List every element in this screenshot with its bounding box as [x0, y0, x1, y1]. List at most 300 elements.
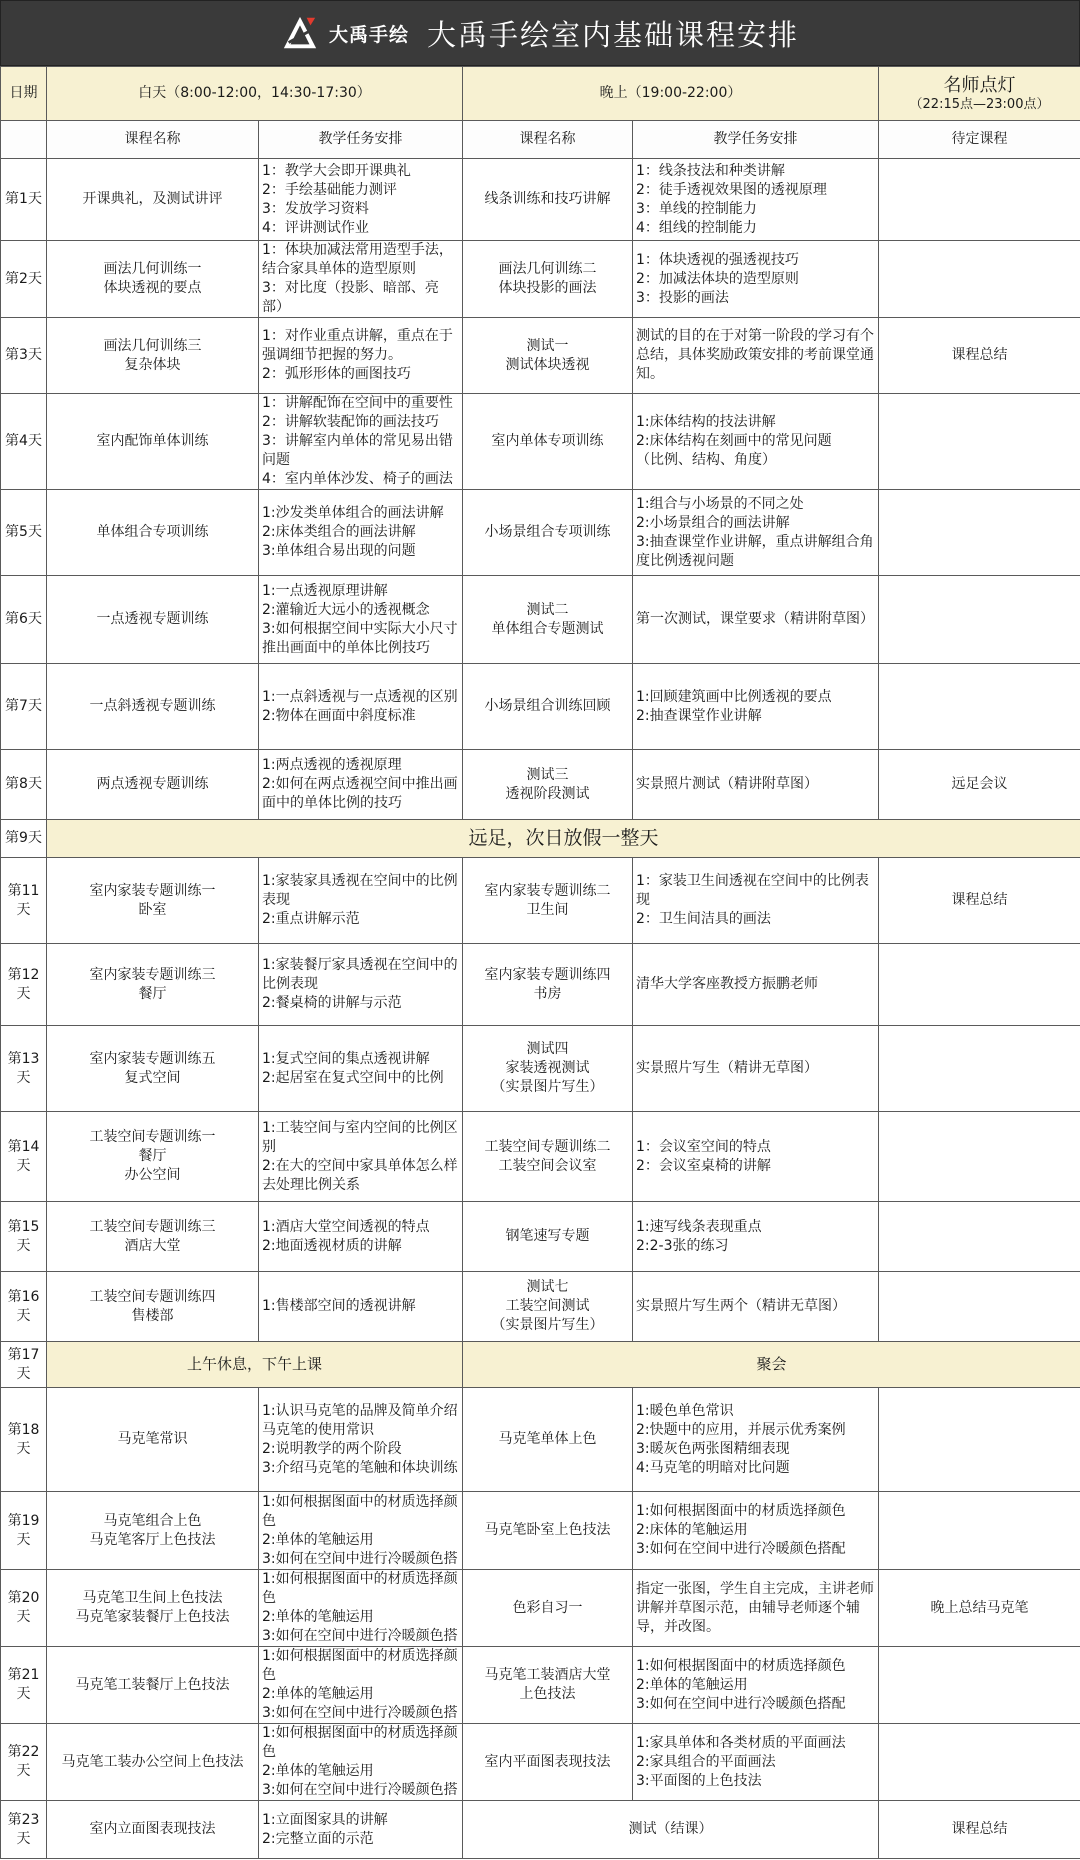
task-line: 测试的目的在于对第一阶段的学习有个总结，具体奖励政策安排的考前课堂通知。 [636, 328, 874, 382]
task-line: 2:2-3张的练习 [636, 1237, 729, 1254]
course-name-line: 小场景组合训练回顾 [484, 698, 611, 714]
course-name-line: 室内家装专题训练四 [484, 966, 611, 983]
day-task-plan [259, 944, 463, 1026]
schedule-row [1, 1570, 1080, 1647]
course-name-line: 画法几何训练二 [498, 261, 597, 277]
course-name-line: 工装空间专题训练二 [484, 1138, 611, 1155]
pending-course [879, 1647, 1080, 1724]
day-course-name [47, 1202, 259, 1272]
course-name-line: 室内家装专题训练二 [484, 882, 611, 899]
course-name-line: 开课典礼，及测试讲评 [82, 191, 223, 207]
day-task-plan [259, 159, 463, 241]
task-line: 1：体块加减法常用造型手法，结合家具单体的造型原则 [262, 242, 453, 277]
task-line: 1:如何根据图面中的材质选择颜色 [262, 1725, 458, 1760]
evening-course-name [463, 664, 633, 750]
day-label: 第14天 [1, 1112, 47, 1202]
course-name-line: 工装空间专题训练四 [89, 1288, 216, 1305]
task-line: 1：线条技法和种类讲解 [636, 162, 785, 179]
day-course-name-header: 课程名称 [47, 121, 259, 159]
course-name-line: 测试二 [526, 601, 569, 618]
schedule-row [1, 1724, 1080, 1801]
evening-course-name-header: 课程名称 [463, 121, 633, 159]
day-task-plan [259, 1202, 463, 1272]
evening-course-name [463, 1647, 633, 1724]
evening-course-name [463, 490, 633, 576]
schedule-row [1, 1492, 1080, 1570]
course-name-line: 马克笔单体上色 [498, 1431, 597, 1447]
task-line: 2:快题中的应用，并展示优秀案例 [636, 1421, 846, 1438]
star-teacher-time: （22:15点—23:00点） [909, 96, 1050, 112]
schedule-row-break [1, 820, 1080, 858]
daytime-note: 上午休息，下午上课 [47, 1342, 463, 1388]
day-task-plan [259, 664, 463, 750]
course-name-line: 卫生间 [526, 901, 569, 918]
task-line: 1:家具单体和各类材质的平面画法 [636, 1734, 846, 1751]
pending-course [879, 394, 1080, 490]
pending-course [879, 159, 1080, 241]
course-name-line: 书房 [533, 985, 562, 1002]
task-line: 2：讲解软装配饰的画法技巧 [262, 414, 439, 430]
task-line: 4:马克笔的明暗对比问题 [636, 1459, 790, 1476]
evening-task-plan [633, 944, 879, 1026]
task-line: 1:回顾建筑画中比例透视的要点 [636, 688, 832, 705]
task-line: 1：讲解配饰在空间中的重要性 [262, 395, 453, 411]
evening-task-plan [633, 159, 879, 241]
course-name-line: 透视阶段测试 [505, 785, 590, 802]
evening-task-plan [633, 1112, 879, 1202]
day-course-name [47, 858, 259, 944]
evening-course-name [463, 1026, 633, 1112]
task-line: 1:工装空间与室内空间的比例区别 [262, 1119, 458, 1155]
task-line: 清华大学客座教授方振鹏老师 [636, 976, 818, 992]
day-label: 第1天 [1, 159, 47, 241]
task-line: 3：投影的画法 [636, 289, 729, 306]
schedule-row [1, 318, 1080, 394]
evening-course-name [463, 750, 633, 820]
task-line: 2:完整立面的示范 [262, 1830, 374, 1847]
task-line: 2:地面透视材质的讲解 [262, 1237, 402, 1254]
task-line: 3:如何根据空间中实际大小尺寸推出画面中的单体比例技巧 [262, 620, 458, 656]
task-line: 3:抽查课堂作业讲解，重点讲解组合角度比例透视问题 [636, 533, 874, 569]
day-label: 第23天 [1, 1801, 47, 1859]
pending-course: 课程总结 [879, 858, 1080, 944]
course-name-line: 单体组合专题测试 [491, 620, 604, 637]
day-task-plan [259, 1801, 463, 1859]
day-task-plan [259, 241, 463, 318]
task-line: 3:如何在空间中进行冷暖颜色搭 [262, 1628, 458, 1644]
task-line: 1:认识马克笔的品牌及简单介绍马克笔的使用常识 [262, 1402, 458, 1438]
task-line: 实景照片测试（精讲附草图） [636, 776, 818, 792]
course-name-line: 一点透视专题训练 [96, 611, 209, 627]
day-label: 第7天 [1, 664, 47, 750]
course-name-line: 工装空间会议室 [498, 1157, 597, 1174]
schedule-row [1, 1388, 1080, 1492]
task-line: 2:床体的笔触运用 [636, 1522, 748, 1538]
day-course-name [47, 1801, 259, 1859]
evening-header: 晚上（19:00-22:00） [463, 67, 879, 121]
task-line: 1:如何根据图面中的材质选择颜色 [636, 1503, 846, 1519]
course-name-line: 马克笔卫生间上色技法 [82, 1590, 223, 1606]
course-name-line: 工装空间专题训练三 [89, 1218, 216, 1235]
day-course-name [47, 1570, 259, 1647]
task-line: 3:如何在空间中进行冷暖颜色搭配 [636, 1541, 846, 1557]
day-label: 第2天 [1, 241, 47, 318]
day-task-plan [259, 576, 463, 664]
course-name-line: 一点斜透视专题训练 [89, 698, 216, 714]
schedule-row [1, 1647, 1080, 1724]
pending-course-header: 待定课程 [879, 121, 1080, 159]
course-name-line: 马克笔工装餐厅上色技法 [75, 1676, 230, 1693]
task-line: 1:速写线条表现重点 [636, 1218, 762, 1235]
day-course-name [47, 318, 259, 394]
task-line: 1:沙发类单体组合的画法讲解 [262, 505, 444, 521]
schedule-row [1, 576, 1080, 664]
task-line: 1:两点透视的透视原理 [262, 757, 402, 773]
page-title: 大禹手绘室内基础课程安排 [427, 17, 800, 52]
day-task-plan [259, 1026, 463, 1112]
day-course-name [47, 1026, 259, 1112]
evening-course-name [463, 1388, 633, 1492]
course-name-line: 测试三 [526, 766, 569, 783]
task-line: 2:床体类组合的画法讲解 [262, 524, 416, 540]
day-label: 第22天 [1, 1724, 47, 1801]
schedule-row [1, 664, 1080, 750]
daytime-header: 白天（8:00-12:00，14:30-17:30） [47, 67, 463, 121]
task-line: 1:复式空间的集点透视讲解 [262, 1050, 430, 1067]
task-line: 2:重点讲解示范 [262, 911, 360, 927]
pending-course [879, 1724, 1080, 1801]
evening-test-note: 测试（结课） [463, 1801, 879, 1859]
task-line: 3:如何在空间中进行冷暖颜色搭配 [636, 1695, 846, 1712]
course-name-line: 售楼部 [131, 1307, 174, 1324]
task-line: 3：对比度（投影、暗部、亮部） [262, 280, 439, 315]
day-label: 第6天 [1, 576, 47, 664]
evening-course-name [463, 241, 633, 318]
pending-course [879, 576, 1080, 664]
evening-course-name [463, 394, 633, 490]
schedule-row [1, 1112, 1080, 1202]
day-task-plan [259, 1388, 463, 1492]
task-line: 2:床体结构在刻画中的常见问题 [636, 433, 832, 449]
schedule-row [1, 1801, 1080, 1859]
schedule-row [1, 1202, 1080, 1272]
day-course-name [47, 750, 259, 820]
column-header-row [1, 121, 1080, 159]
task-line: 1:售楼部空间的透视讲解 [262, 1298, 416, 1314]
course-name-line: 办公空间 [124, 1167, 181, 1183]
evening-note: 聚会 [463, 1342, 1080, 1388]
day-course-name [47, 664, 259, 750]
day-label: 第8天 [1, 750, 47, 820]
course-name-line: 家装透视测试 [505, 1060, 590, 1076]
course-name-line: 马克笔工装办公空间上色技法 [61, 1753, 244, 1770]
schedule-row-rest [1, 1342, 1080, 1388]
task-line: 3：讲解室内单体的常见易出错问题 [262, 433, 453, 468]
task-line: 3:如何在空间中进行冷暖颜色搭 [262, 1550, 458, 1567]
day-label: 第19天 [1, 1492, 47, 1570]
day-course-name [47, 490, 259, 576]
day-course-name [47, 159, 259, 241]
schedule-row [1, 944, 1080, 1026]
day-label: 第3天 [1, 318, 47, 394]
course-name-line: 马克笔卧室上色技法 [484, 1522, 611, 1538]
day-task-plan [259, 1112, 463, 1202]
day-course-name [47, 1724, 259, 1801]
task-line: 3：发放学习资料 [262, 200, 369, 217]
evening-task-plan [633, 1272, 879, 1342]
evening-task-plan [633, 1202, 879, 1272]
day-task-plan [259, 1272, 463, 1342]
schedule-table [0, 66, 1080, 1859]
task-line: 3：单线的控制能力 [636, 200, 757, 217]
pending-course [879, 944, 1080, 1026]
day-task-plan [259, 1492, 463, 1570]
course-name-line: 马克笔工装酒店大堂 [484, 1667, 611, 1683]
task-line: 1:如何根据图面中的材质选择颜色 [636, 1657, 846, 1674]
task-line: 第一次测试，课堂要求（精讲附草图） [636, 611, 874, 627]
pending-course [879, 1112, 1080, 1202]
course-name-line: 室内平面图表现技法 [484, 1753, 611, 1770]
pending-course [879, 664, 1080, 750]
course-name-line: 上色技法 [519, 1686, 576, 1702]
course-name-line: 钢笔速写专题 [505, 1228, 590, 1244]
course-name-line: 马克笔家装餐厅上色技法 [75, 1609, 230, 1625]
day-label: 第4天 [1, 394, 47, 490]
task-line: 2：手绘基础能力测评 [262, 181, 397, 198]
course-name-line: 马克笔常识 [117, 1431, 188, 1447]
task-line: 4：室内单体沙发、椅子的画法 [262, 471, 453, 487]
schedule-row [1, 241, 1080, 318]
task-line: 1：教学大会即开课典礼 [262, 162, 411, 179]
task-line: 2：卫生间洁具的画法 [636, 911, 771, 927]
day-course-name [47, 1647, 259, 1724]
course-name-line: 工装空间测试 [505, 1298, 590, 1314]
day-label: 第13天 [1, 1026, 47, 1112]
day-task-plan [259, 750, 463, 820]
pending-course [879, 1202, 1080, 1272]
evening-task-plan [633, 318, 879, 394]
course-name-line: 画法几何训练三 [103, 337, 202, 354]
course-name-line: 室内立面图表现技法 [89, 1821, 216, 1837]
day-label: 第12天 [1, 944, 47, 1026]
evening-task-plan [633, 1492, 879, 1570]
evening-task-plan [633, 1724, 879, 1801]
day-task-plan-header: 教学任务安排 [259, 121, 463, 159]
evening-task-plan [633, 1388, 879, 1492]
course-name-line: 室内家装专题训练一 [89, 882, 216, 899]
course-name-line: 室内配饰单体训练 [96, 433, 209, 449]
task-line: 4：评讲测试作业 [262, 219, 369, 236]
task-line: 指定一张图，学生自主完成，主讲老师讲解并草图示范，由辅导老师逐个辅导，并改图。 [636, 1580, 874, 1635]
evening-course-name [463, 1112, 633, 1202]
pending-course [879, 1026, 1080, 1112]
course-name-line: 酒店大堂 [124, 1237, 181, 1254]
task-line: 1:床体结构的技法讲解 [636, 414, 776, 430]
schedule-row [1, 490, 1080, 576]
task-line: 2:家具组合的平面画法 [636, 1753, 776, 1770]
evening-course-name [463, 1570, 633, 1647]
period-header-row [1, 67, 1080, 121]
day-course-name [47, 1272, 259, 1342]
course-name-line: 室内家装专题训练三 [89, 966, 216, 983]
evening-task-plan [633, 394, 879, 490]
task-line: 2:单体的笔触运用 [262, 1531, 374, 1548]
date-header: 日期 [1, 67, 47, 121]
day-course-name [47, 1492, 259, 1570]
course-name-line: （实景图片写生） [491, 1317, 604, 1333]
task-line: 2：会议室桌椅的讲解 [636, 1157, 771, 1174]
brand-logo-icon [281, 14, 319, 52]
task-line: 3:如何在空间中进行冷暖颜色搭 [262, 1782, 458, 1798]
task-line: 1:家装餐厅家具透视在空间中的比例表现 [262, 957, 458, 992]
course-name-line: 单体组合专项训练 [96, 524, 209, 540]
evening-course-name [463, 576, 633, 664]
evening-task-plan-header: 教学任务安排 [633, 121, 879, 159]
task-line: 2：徒手透视效果图的透视原理 [636, 181, 827, 198]
task-line: 2:物体在画面中斜度标准 [262, 707, 416, 724]
task-line: 2:抽查课堂作业讲解 [636, 707, 762, 724]
task-line: 1：会议室空间的特点 [636, 1138, 771, 1155]
evening-task-plan [633, 664, 879, 750]
star-teacher-header [879, 67, 1080, 121]
day-label: 第18天 [1, 1388, 47, 1492]
pending-course [879, 1272, 1080, 1342]
day-task-plan [259, 394, 463, 490]
pending-course: 课程总结 [879, 318, 1080, 394]
task-line: 2:起居室在复式空间中的比例 [262, 1069, 444, 1086]
task-line: 2：加减法体块的造型原则 [636, 270, 799, 287]
day-label: 第11天 [1, 858, 47, 944]
day-course-name [47, 576, 259, 664]
course-name-line: 复式空间 [124, 1069, 181, 1086]
day-course-name [47, 1112, 259, 1202]
schedule-row [1, 394, 1080, 490]
schedule-row [1, 858, 1080, 944]
course-name-line: 画法几何训练一 [103, 261, 202, 277]
pending-course: 远足会议 [879, 750, 1080, 820]
task-line: 2:餐桌椅的讲解与示范 [262, 995, 402, 1011]
day-course-name [47, 394, 259, 490]
task-line: 1:如何根据图面中的材质选择颜色 [262, 1648, 458, 1683]
task-line: 1:立面图家具的讲解 [262, 1811, 388, 1828]
evening-course-name [463, 159, 633, 241]
task-line: 2:在大的空间中家具单体怎么样去处理比例关系 [262, 1157, 458, 1193]
course-name-line: 测试七 [526, 1279, 569, 1295]
course-name-line: 室内单体专项训练 [491, 433, 604, 449]
day-task-plan [259, 318, 463, 394]
course-name-line: 餐厅 [138, 1148, 167, 1164]
schedule-row [1, 159, 1080, 241]
task-line: 3:暖灰色两张图精细表现 [636, 1440, 790, 1457]
task-line: （比例、结构、角度） [636, 452, 776, 468]
evening-course-name [463, 1492, 633, 1570]
day-label: 第15天 [1, 1202, 47, 1272]
task-line: 3:介绍马克笔的笔触和体块训练 [262, 1459, 458, 1476]
evening-course-name [463, 1272, 633, 1342]
day-label: 第5天 [1, 490, 47, 576]
course-name-line: 体块投影的画法 [498, 280, 597, 296]
course-name-line: 马克笔组合上色 [103, 1512, 202, 1529]
task-line: 1:一点透视原理讲解 [262, 582, 388, 599]
course-name-line: 复杂体块 [124, 356, 181, 373]
course-name-line: 卧室 [138, 901, 167, 918]
blank-header-cell [1, 121, 47, 159]
course-name-line: 马克笔客厅上色技法 [89, 1531, 216, 1548]
title-bar [0, 0, 1080, 66]
task-line: 1:一点斜透视与一点透视的区别 [262, 688, 458, 705]
day-task-plan [259, 1570, 463, 1647]
evening-task-plan [633, 858, 879, 944]
task-line: 2:单体的笔触运用 [636, 1676, 748, 1693]
day-label: 第21天 [1, 1647, 47, 1724]
evening-course-name [463, 858, 633, 944]
break-note: 远足，次日放假一整天 [47, 820, 1080, 858]
task-line: 3:单体组合易出现的问题 [262, 543, 416, 559]
evening-task-plan [633, 576, 879, 664]
evening-course-name [463, 318, 633, 394]
course-name-line: 测试一 [526, 337, 569, 354]
day-course-name [47, 1388, 259, 1492]
evening-course-name [463, 1724, 633, 1801]
task-line: 1：对作业重点讲解，重点在于强调细节把握的努力。 [262, 328, 453, 363]
day-task-plan [259, 490, 463, 576]
brand-logo-text: 大禹手绘 [328, 23, 409, 46]
task-line: 1:如何根据图面中的材质选择颜色 [262, 1571, 458, 1606]
task-line: 2:说明教学的两个阶段 [262, 1440, 402, 1457]
task-line: 1:组合与小场景的不同之处 [636, 495, 804, 512]
task-line: 1：体块透视的强透视技巧 [636, 251, 799, 268]
evening-task-plan [633, 1570, 879, 1647]
course-name-line: 工装空间专题训练一 [89, 1129, 216, 1145]
pending-course: 晚上总结马克笔 [879, 1570, 1080, 1647]
course-name-line: 小场景组合专项训练 [484, 524, 611, 540]
task-line: 2:小场景组合的画法讲解 [636, 514, 790, 531]
task-line: 2:灌输近大远小的透视概念 [262, 601, 430, 618]
course-name-line: （实景图片写生） [491, 1079, 604, 1095]
evening-task-plan [633, 1647, 879, 1724]
task-line: 3:平面图的上色技法 [636, 1772, 762, 1789]
task-line: 2:单体的笔触运用 [262, 1763, 374, 1779]
task-line: 3:如何在空间中进行冷暖颜色搭 [262, 1705, 458, 1721]
pending-course [879, 490, 1080, 576]
evening-course-name [463, 944, 633, 1026]
evening-course-name [463, 1202, 633, 1272]
day-task-plan [259, 1647, 463, 1724]
day-label: 第17天 [1, 1342, 47, 1388]
task-line: 2：弧形形体的画图技巧 [262, 366, 411, 382]
task-line: 1:如何根据图面中的材质选择颜色 [262, 1493, 458, 1529]
pending-course [879, 1388, 1080, 1492]
pending-course: 课程总结 [879, 1801, 1080, 1859]
day-task-plan [259, 1724, 463, 1801]
day-course-name [47, 944, 259, 1026]
task-line: 1:酒店大堂空间透视的特点 [262, 1218, 430, 1235]
pending-course [879, 241, 1080, 318]
course-name-line: 色彩自习一 [512, 1599, 583, 1616]
course-name-line: 餐厅 [138, 985, 167, 1002]
schedule-row [1, 1026, 1080, 1112]
evening-task-plan [633, 490, 879, 576]
task-line: 2:单体的笔触运用 [262, 1686, 374, 1702]
day-task-plan [259, 858, 463, 944]
schedule-row [1, 1272, 1080, 1342]
pending-course [879, 1492, 1080, 1570]
day-label: 第16天 [1, 1272, 47, 1342]
task-line: 实景照片写生两个（精讲无草图） [636, 1298, 846, 1314]
schedule-row [1, 750, 1080, 820]
star-teacher-title: 名师点灯 [943, 74, 1016, 96]
course-name-line: 测试四 [526, 1041, 569, 1057]
